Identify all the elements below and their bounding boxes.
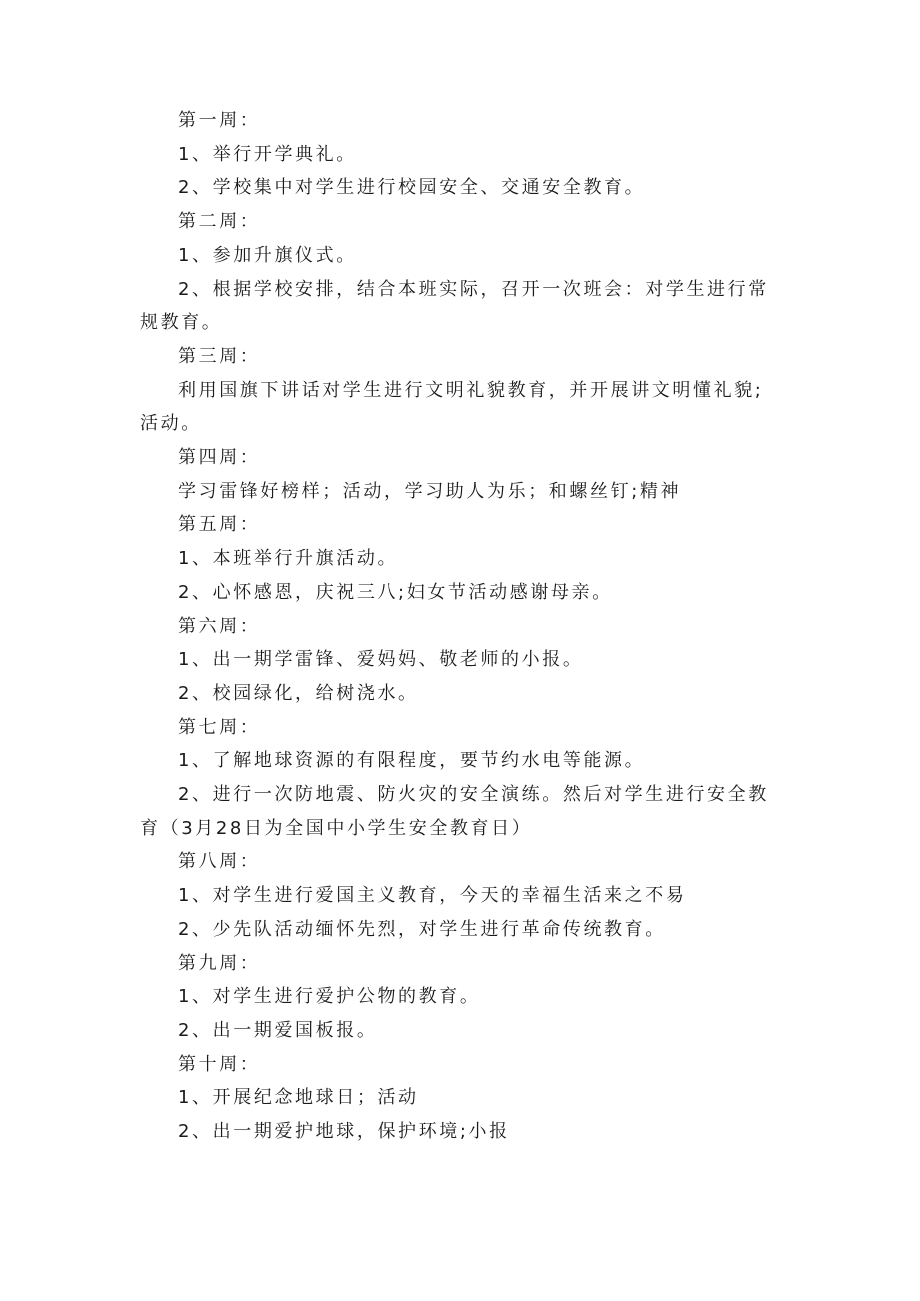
week-heading: 第二周： xyxy=(178,211,261,233)
week-heading: 第三周： xyxy=(178,345,261,367)
list-item: 2、校园绿化，给树浇水。 xyxy=(178,682,419,704)
list-item: 1、举行开学典礼。 xyxy=(178,143,357,165)
week-heading: 第十周： xyxy=(178,1053,261,1075)
list-item: 2、学校集中对学生进行校园安全、交通安全教育。 xyxy=(178,177,646,199)
list-item: 1、出一期学雷锋、爱妈妈、敬老师的小报。 xyxy=(178,649,584,671)
list-item: 2、心怀感恩，庆祝三八;妇女节活动感谢母亲。 xyxy=(178,581,613,603)
list-item: 2、进行一次防地震、防火灾的安全演练。然后对学生进行安全教育（3月28日为全国中小学生安全教育日） xyxy=(140,784,769,839)
list-item: 1、开展纪念地球日；活动 xyxy=(178,1087,419,1109)
document-body xyxy=(140,104,780,1149)
week-heading: 第八周： xyxy=(178,851,261,873)
list-item: 1、了解地球资源的有限程度，要节约水电等能源。 xyxy=(178,750,646,772)
list-item: 2、出一期爱国板报。 xyxy=(178,1019,378,1041)
list-item: 1、参加升旗仪式。 xyxy=(178,244,357,266)
list-item: 1、本班举行升旗活动。 xyxy=(178,548,399,570)
paragraph: 利用国旗下讲话对学生进行文明礼貌教育，并开展讲文明懂礼貌;活动。 xyxy=(140,379,764,435)
week-heading: 第九周： xyxy=(178,952,261,974)
paragraph: 学习雷锋好榜样；活动，学习助人为乐；和螺丝钉;精神 xyxy=(178,480,682,502)
list-item: 1、对学生进行爱护公物的教育。 xyxy=(178,986,481,1008)
list-item: 2、根据学校安排，结合本班实际，召开一次班会：对学生进行常规教育。 xyxy=(140,278,769,334)
list-item: 2、出一期爱护地球，保护环境;小报 xyxy=(178,1121,510,1143)
week-heading: 第五周： xyxy=(178,514,261,536)
week-heading: 第六周： xyxy=(178,615,261,637)
list-item: 2、少先队活动缅怀先烈，对学生进行革命传统教育。 xyxy=(178,918,666,940)
list-item: 1、对学生进行爱国主义教育，今天的幸福生活来之不易 xyxy=(178,885,687,907)
week-heading: 第四周： xyxy=(178,447,261,469)
week-heading: 第一周： xyxy=(178,110,261,131)
week-heading: 第七周： xyxy=(178,716,261,738)
